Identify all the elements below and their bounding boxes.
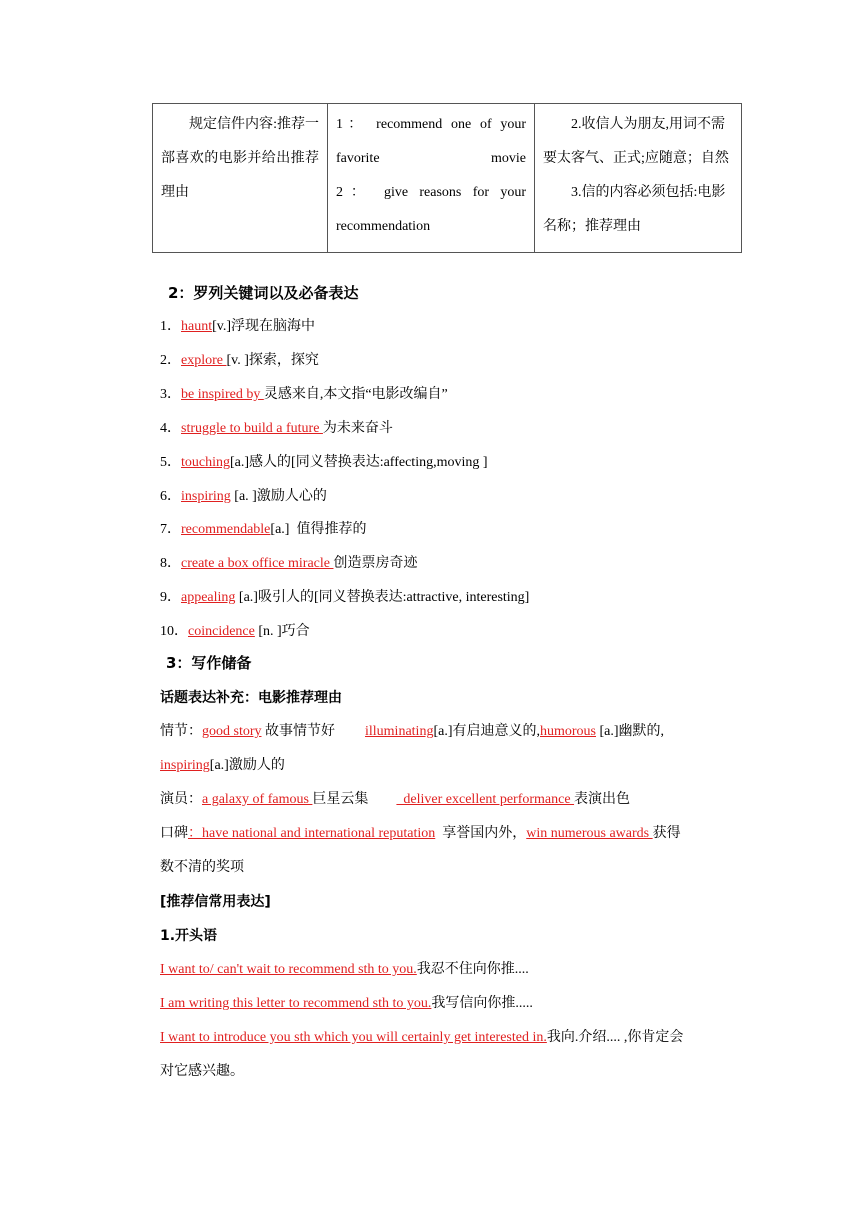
plot-term-3: humorous: [540, 724, 596, 739]
actors-rest-2: 表演出色: [574, 792, 631, 807]
vocab-term: recommendable: [181, 522, 271, 538]
vocab-term: be inspired by: [181, 386, 264, 402]
actors-term-1: a galaxy of famous: [202, 792, 313, 807]
plot-label: 情节：: [160, 724, 202, 739]
plot-term-1: good story: [202, 724, 262, 739]
plot-line-2: [160, 756, 285, 776]
vocab-item: [160, 453, 488, 473]
table-row: [153, 104, 742, 253]
vocab-item: [160, 351, 319, 371]
plot-rest-1: 故事情节好: [261, 724, 335, 739]
vocab-number: 3．: [160, 386, 181, 402]
opening-1: [160, 960, 529, 980]
actors-term-2: deliver excellent performance: [396, 792, 575, 807]
vocab-term: struggle to build a future: [181, 420, 323, 436]
vocab-item: [160, 317, 315, 337]
note-2: 2.收信人为朋友,用词不需要太客气、正式;应随意；自然: [543, 117, 729, 166]
vocab-meaning: [n. ]巧合: [254, 624, 310, 640]
reputation-label: 口碑: [160, 826, 188, 841]
reputation-rest-1: 享誉国内外，: [435, 826, 527, 841]
reputation-line: [160, 824, 681, 844]
actors-line: [160, 790, 630, 810]
plot-line: [160, 722, 664, 742]
vocab-number: 2．: [160, 352, 181, 368]
note-3: 3.信的内容必须包括:电影名称；推荐理由: [543, 185, 726, 234]
vocab-number: 4．: [160, 420, 181, 436]
plot-rest-2: [a.]有启迪意义的,: [433, 724, 540, 739]
plot-term-4: inspiring: [160, 758, 210, 773]
section-3-heading: 3：写作储备: [166, 654, 252, 672]
vocab-number: 7．: [160, 522, 181, 538]
opening-3-en: I want to introduce you sth which you will certainly get interested in.: [160, 1030, 547, 1045]
reputation-term-2: win numerous awards: [526, 826, 653, 841]
plot-term-2: illuminating: [365, 724, 434, 739]
actors-label: 演员：: [160, 792, 202, 807]
topic-heading: 话题表达补充：电影推荐理由: [160, 690, 342, 706]
vocab-meaning: [v.]浮现在脑海中: [212, 319, 316, 334]
opening-1-en: I want to/ can't wait to recommend sth to you.: [160, 962, 417, 977]
vocab-number: 10．: [160, 624, 188, 640]
plot-rest-4: [a.]激励人的: [209, 758, 285, 773]
vocab-term: coincidence: [188, 624, 255, 640]
vocab-item: [160, 419, 393, 439]
vocab-meaning: [a.] 值得推荐的: [270, 522, 367, 538]
task-point-1: 1： recommend one of your favorite movie: [336, 117, 526, 166]
opening-2-zh: 我写信向你推.....: [431, 996, 533, 1011]
vocab-meaning: [a.]感人的[同义替换表达:affecting,moving ]: [230, 454, 488, 470]
vocab-meaning: [a. ]激励人心的: [230, 488, 327, 504]
opening-2: [160, 994, 533, 1014]
vocab-number: 6．: [160, 488, 181, 504]
opening-1-zh: 我忍不住向你推....: [416, 962, 529, 977]
opening-3: [160, 1028, 683, 1048]
content-requirement-cell: 规定信件内容:推荐一部喜欢的电影并给出推荐理由: [153, 104, 328, 253]
reputation-line-2: 数不清的奖项: [160, 860, 244, 875]
vocab-meaning: [a.]吸引人的[同义替换表达:attractive, interesting]: [235, 590, 530, 606]
reputation-rest-2: 获得: [652, 826, 681, 841]
vocab-item: [160, 588, 529, 608]
vocab-item: [160, 520, 366, 540]
vocab-meaning: 创造票房奇迹: [333, 556, 418, 572]
vocab-item: [160, 487, 327, 507]
vocab-number: 8．: [160, 556, 181, 572]
vocab-term: create a box office miracle: [181, 556, 334, 572]
vocab-item: [160, 385, 448, 405]
vocab-meaning: 灵感来自,本文指“电影改编自”: [263, 386, 448, 402]
notes-cell: [535, 104, 742, 253]
opening-3-line-2: 对它感兴趣。: [160, 1064, 244, 1079]
vocab-item: [160, 622, 310, 642]
vocab-term: appealing: [181, 590, 236, 606]
vocab-meaning: [v. ]探索，探究: [226, 352, 319, 368]
task-point-2: 2： give reasons for your recommendation: [336, 185, 526, 234]
opening-2-en: I am writing this letter to recommend sth to you.: [160, 996, 432, 1011]
section-2-heading: 2：罗列关键词以及必备表达: [168, 284, 359, 302]
vocab-item: [160, 554, 417, 574]
plot-rest-3: [a.]幽默的,: [596, 724, 665, 739]
task-points-cell: [328, 104, 535, 253]
vocab-number: 9．: [160, 590, 181, 606]
rec-expressions-heading: [推荐信常用表达]: [160, 894, 271, 910]
vocab-term: inspiring: [181, 488, 231, 504]
opening-heading: 1.开头语: [160, 928, 218, 944]
vocab-meaning: 为未来奋斗: [322, 420, 393, 436]
vocab-term: touching: [181, 454, 230, 470]
requirements-table: [152, 103, 742, 253]
reputation-term-1: ：have national and international reputation: [188, 826, 436, 841]
vocab-number: 1．: [160, 319, 181, 334]
actors-rest-1: 巨星云集: [312, 792, 369, 807]
vocab-term: haunt: [181, 319, 213, 334]
vocab-number: 5．: [160, 454, 181, 470]
vocab-term: explore: [181, 352, 227, 368]
opening-3-zh: 我向.介绍.... ,你肯定会: [546, 1030, 684, 1045]
